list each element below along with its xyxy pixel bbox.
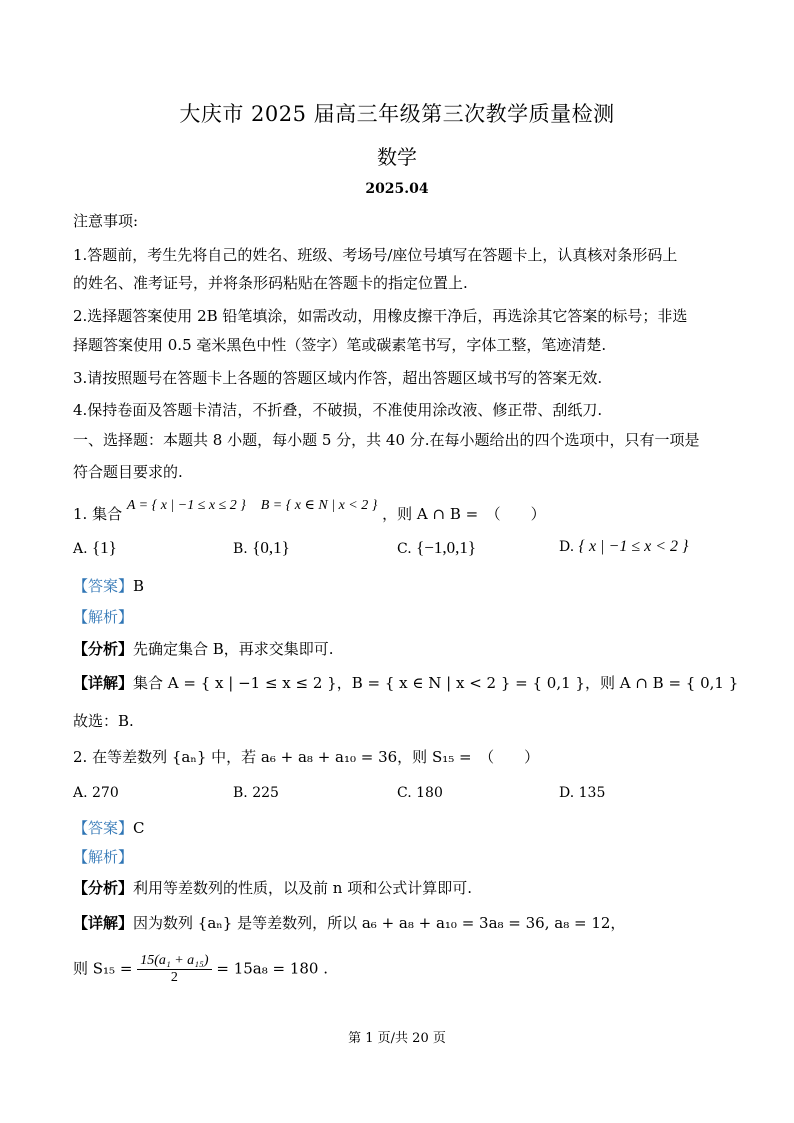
exam-date: 2025.04 xyxy=(365,181,429,197)
section-heading-line-1: 一、选择题：本题共 8 小题，每小题 5 分，共 40 分.在每小题给出的四个选项中，只有一项是 xyxy=(73,431,700,449)
q2-fraction-denominator: 2 xyxy=(170,970,178,985)
q2-analysis-tag: 【解析】 xyxy=(73,848,134,866)
q1-analysis-tag: 【解析】 xyxy=(73,608,134,626)
q2-stem: 2. 在等差数列 {aₙ} 中，若 a₆ + a₈ + a₁₀ = 36，则 S₁₅ = （ ） xyxy=(73,748,540,766)
q1-option-d: D. { x | −1 ≤ x < 2 } xyxy=(559,538,689,555)
q2-fraction xyxy=(137,953,211,986)
notice-item-3: 3.请按照题号在答题卡上各题的答题区域内作答，超出答题区域书写的答案无效. xyxy=(73,369,603,387)
answer-tag: 【答案】 xyxy=(73,577,134,595)
q1-stem-suffix: ，则 A ∩ B = （ ） xyxy=(382,505,546,523)
q1-stem xyxy=(73,498,546,524)
q1-answer-value: B xyxy=(133,577,145,595)
q1-answer xyxy=(73,575,144,596)
page-footer: 第 1 页/共 20 页 xyxy=(348,1031,446,1046)
notice-item-1-line-1: 1.答题前，考生先将自己的姓名、班级、考场号/座位号填写在答题卡上，认真核对条形码上 xyxy=(73,246,678,264)
q2-xiangjie: 【详解】因为数列 {aₙ} 是等差数列，所以 a₆ + a₈ + a₁₀ = 3a₈ = 36, a₈ = 12， xyxy=(73,914,626,932)
q2-option-a: A. 270 xyxy=(73,785,119,801)
q2-option-c: C. 180 xyxy=(397,785,443,801)
q1-conclusion: 故选：B. xyxy=(73,712,134,730)
answer-tag: 【答案】 xyxy=(73,819,134,837)
q1-option-b: B. {0,1} xyxy=(233,538,290,557)
q2-option-d: D. 135 xyxy=(559,785,606,801)
q1-option-c: C. {−1,0,1} xyxy=(397,538,477,557)
q1-set-b: B = { x ∈ N | x < 2 } xyxy=(260,498,378,513)
notice-item-2-line-1: 2.选择题答案使用 2B 铅笔填涂，如需改动，用橡皮擦干净后，再选涂其它答案的标号；非选 xyxy=(73,307,688,325)
q1-set-a: A = { x | −1 ≤ x ≤ 2 } xyxy=(126,498,246,513)
q2-option-b: B. 225 xyxy=(233,785,279,801)
q1-fenxi: 【分析】先确定集合 B，再求交集即可. xyxy=(73,640,334,658)
q2-answer xyxy=(73,817,145,838)
q2-answer-value: C xyxy=(133,819,145,837)
q2-result: 则 S₁₅ = $\frac{\text{15(a₁ + a₁₅)}}{2}$ = 15a₈ = 180 . xyxy=(73,953,329,985)
section-heading-line-2: 符合题目要求的. xyxy=(73,463,183,481)
q1-option-a: A. {1} xyxy=(73,538,117,557)
subject-title: 数学 xyxy=(377,145,417,169)
q2-fraction-numerator: 15(a₁ + a₁₅) xyxy=(137,953,211,970)
notice-item-1-line-2: 的姓名、准考证号，并将条形码粘贴在答题卡的指定位置上. xyxy=(73,274,468,292)
notice-item-4: 4.保持卷面及答题卡清洁，不折叠，不破损，不准使用涂改液、修正带、刮纸刀. xyxy=(73,401,603,419)
q1-stem-prefix: 1. 集合 xyxy=(73,505,123,523)
notice-heading: 注意事项: xyxy=(73,212,139,230)
exam-title: 大庆市 2025 届高三年级第三次教学质量检测 xyxy=(179,102,615,126)
q2-fenxi: 【分析】利用等差数列的性质，以及前 n 项和公式计算即可. xyxy=(73,879,472,897)
q1-xiangjie: 【详解】集合 A = { x | −1 ≤ x ≤ 2 }，B = { x ∈ N | x < 2 } = { 0,1 }，则 A ∩ B = { 0,1 } xyxy=(73,674,739,692)
notice-item-2-line-2: 择题答案使用 0.5 毫米黑色中性（签字）笔或碳素笔书写，字体工整，笔迹清楚. xyxy=(73,336,607,354)
